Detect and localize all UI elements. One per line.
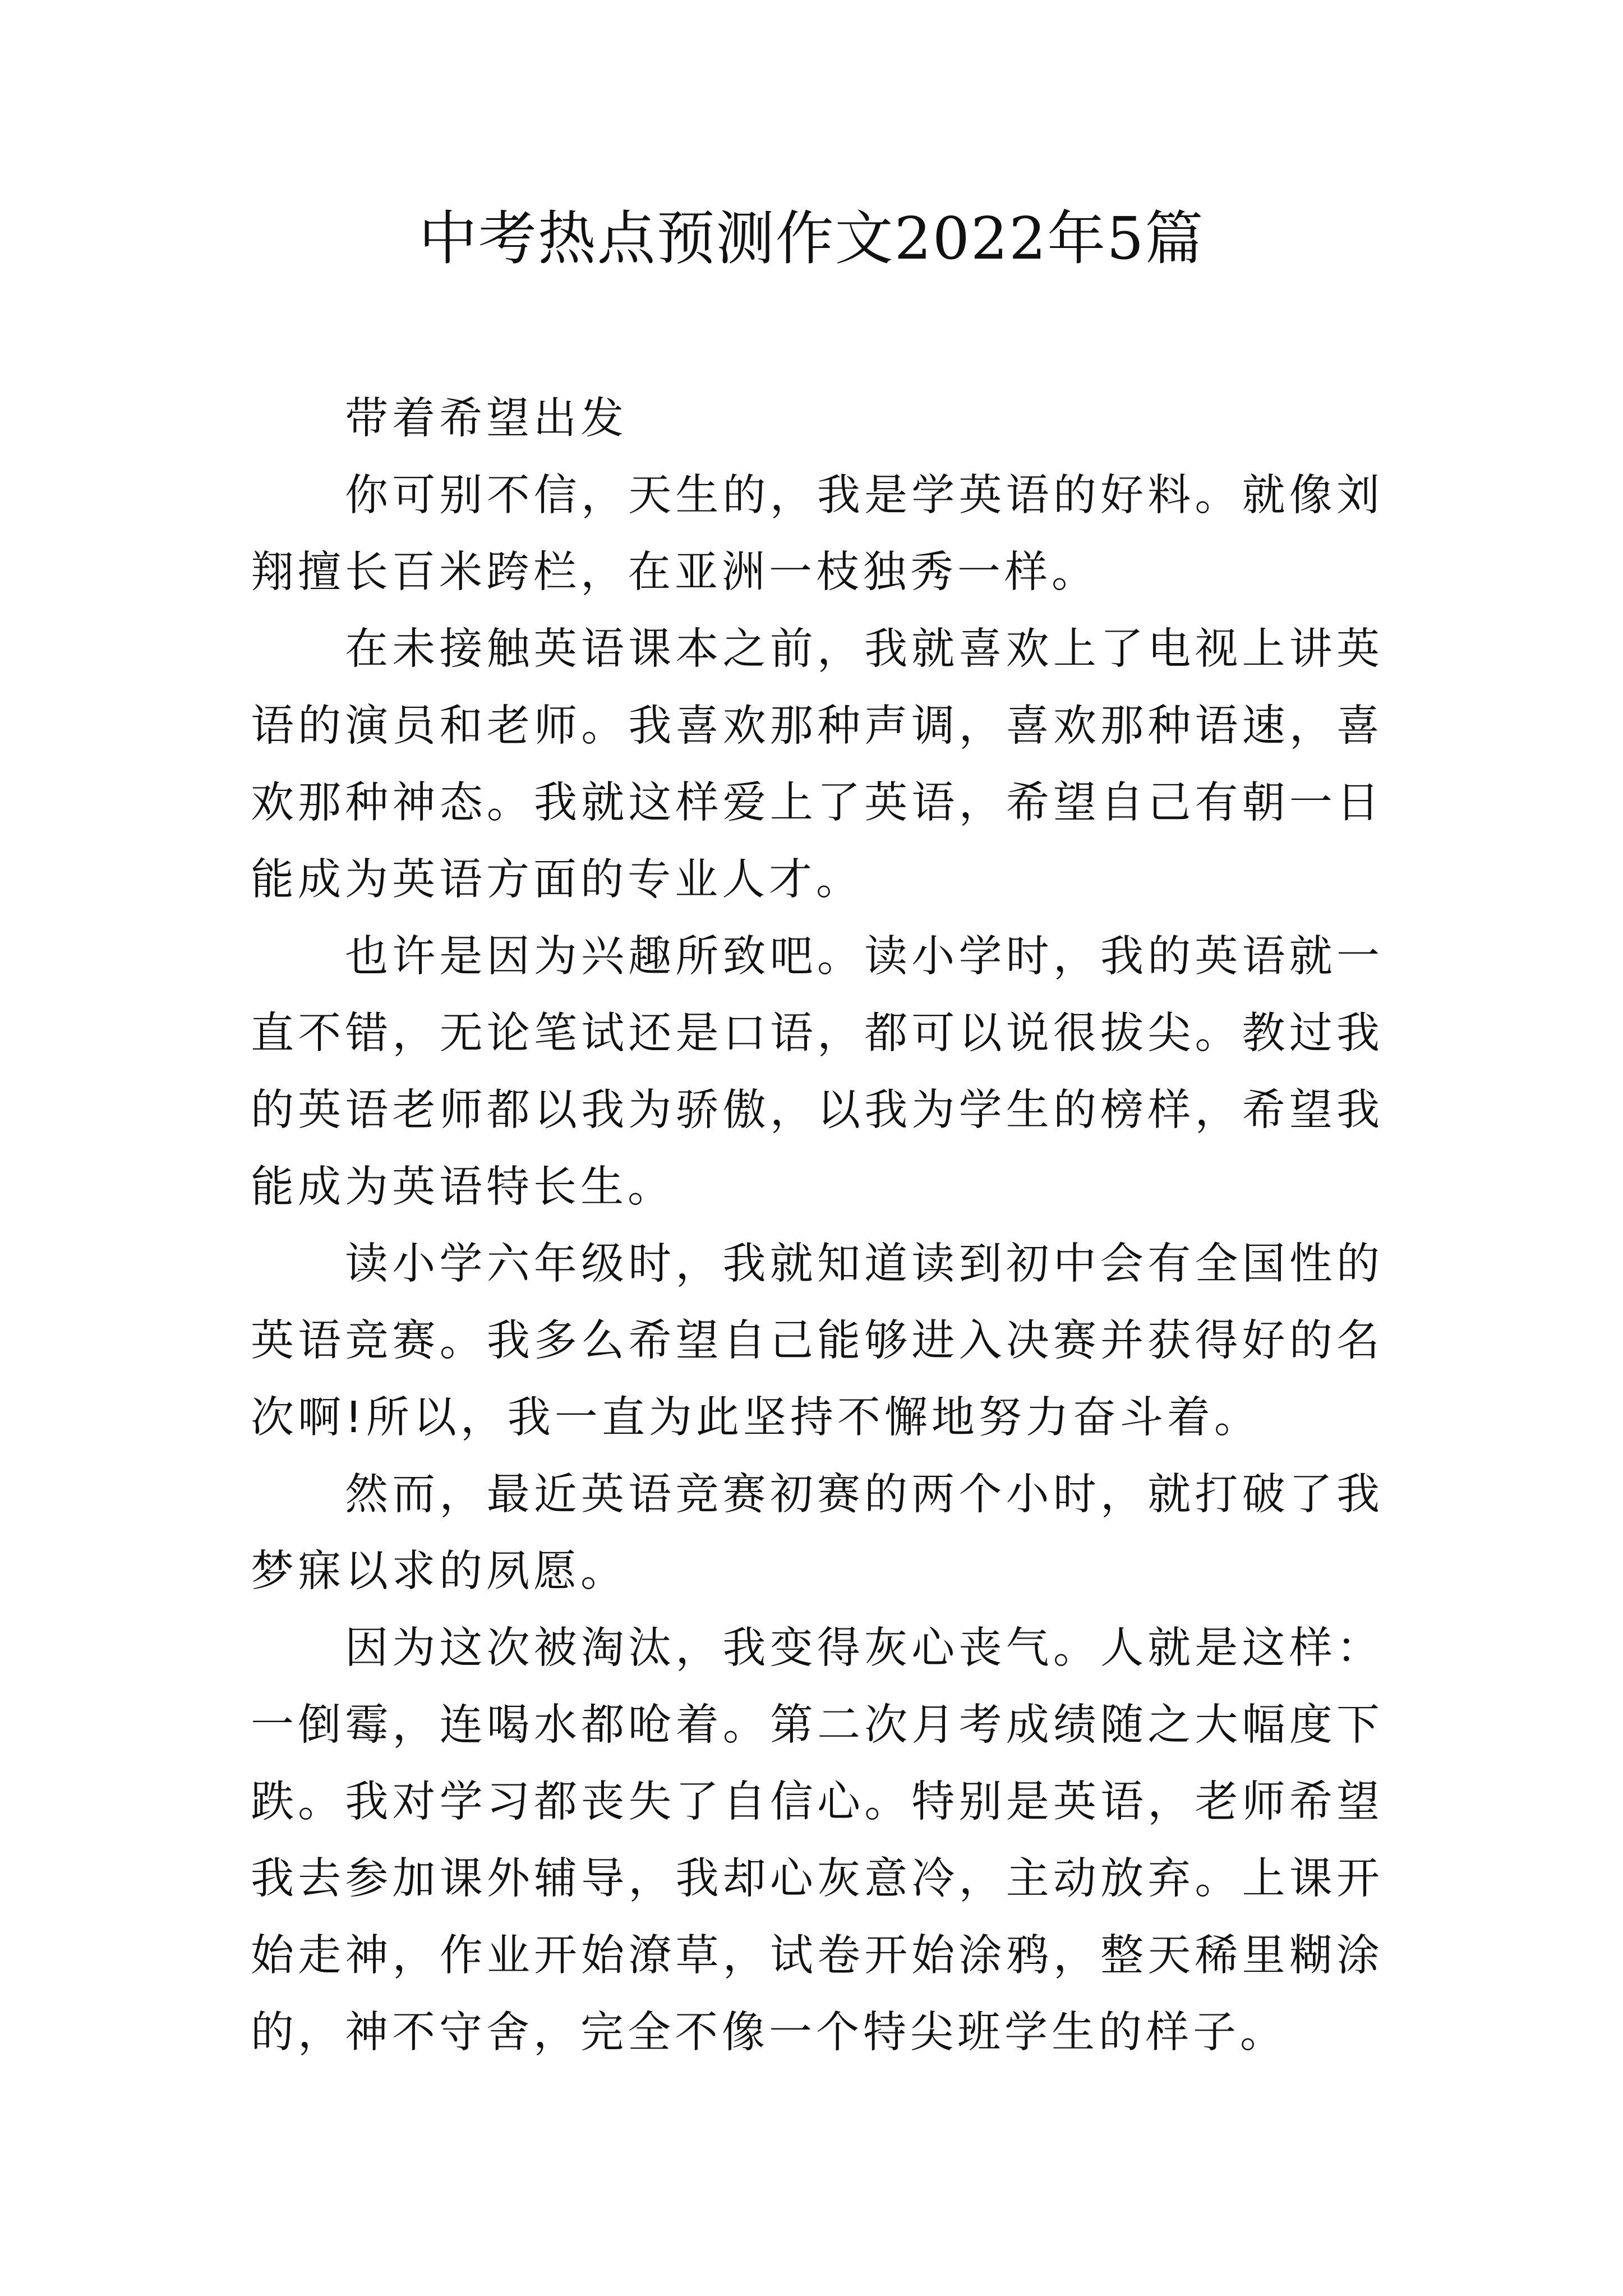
essay-subtitle: 带着希望出发 xyxy=(345,394,628,444)
paragraph: 你可别不信，天生的，我是学英语的好料。就像刘翔擅长百米跨栏，在亚洲一枝独秀一样。 xyxy=(251,471,1384,597)
paragraph: 读小学六年级时，我就知道读到初中会有全国性的英语竞赛。我多么希望自己能够进入决赛并获得好的名次啊!所以，我一直为此坚持不懈地努力奋斗着。 xyxy=(251,1239,1384,1443)
paragraph: 然而，最近英语竞赛初赛的两个小时，就打破了我梦寐以求的夙愿。 xyxy=(251,1470,1384,1596)
paragraph: 在未接触英语课本之前，我就喜欢上了电视上讲英语的演员和老师。我喜欢那种声调，喜欢那种语速，喜欢那种神态。我就这样爱上了英语，希望自己有朝一日能成为英语方面的专业人才。 xyxy=(251,624,1384,905)
paragraph: 也许是因为兴趣所致吧。读小学时，我的英语就一直不错，无论笔试还是口语，都可以说很拔尖。教过我的英语老师都以我为骄傲，以我为学生的榜样，希望我能成为英语特长生。 xyxy=(251,932,1384,1212)
document-title: 中考热点预测作文2022年5篇 xyxy=(418,204,1205,273)
paragraph: 因为这次被淘汰，我变得灰心丧气。人就是这样：一倒霉，连喝水都呛着。第二次月考成绩随之大幅度下跌。我对学习都丧失了自信心。特别是英语，老师希望我去参加课外辅导，我却心灰意冷，主动放弃。上课开始走神，作业开始潦草，试卷开始涂鸦，整天稀里糊涂的，神不守舍，完全不像一个特尖班学生的样子。 xyxy=(251,1623,1384,2058)
document-body xyxy=(251,380,1384,2071)
